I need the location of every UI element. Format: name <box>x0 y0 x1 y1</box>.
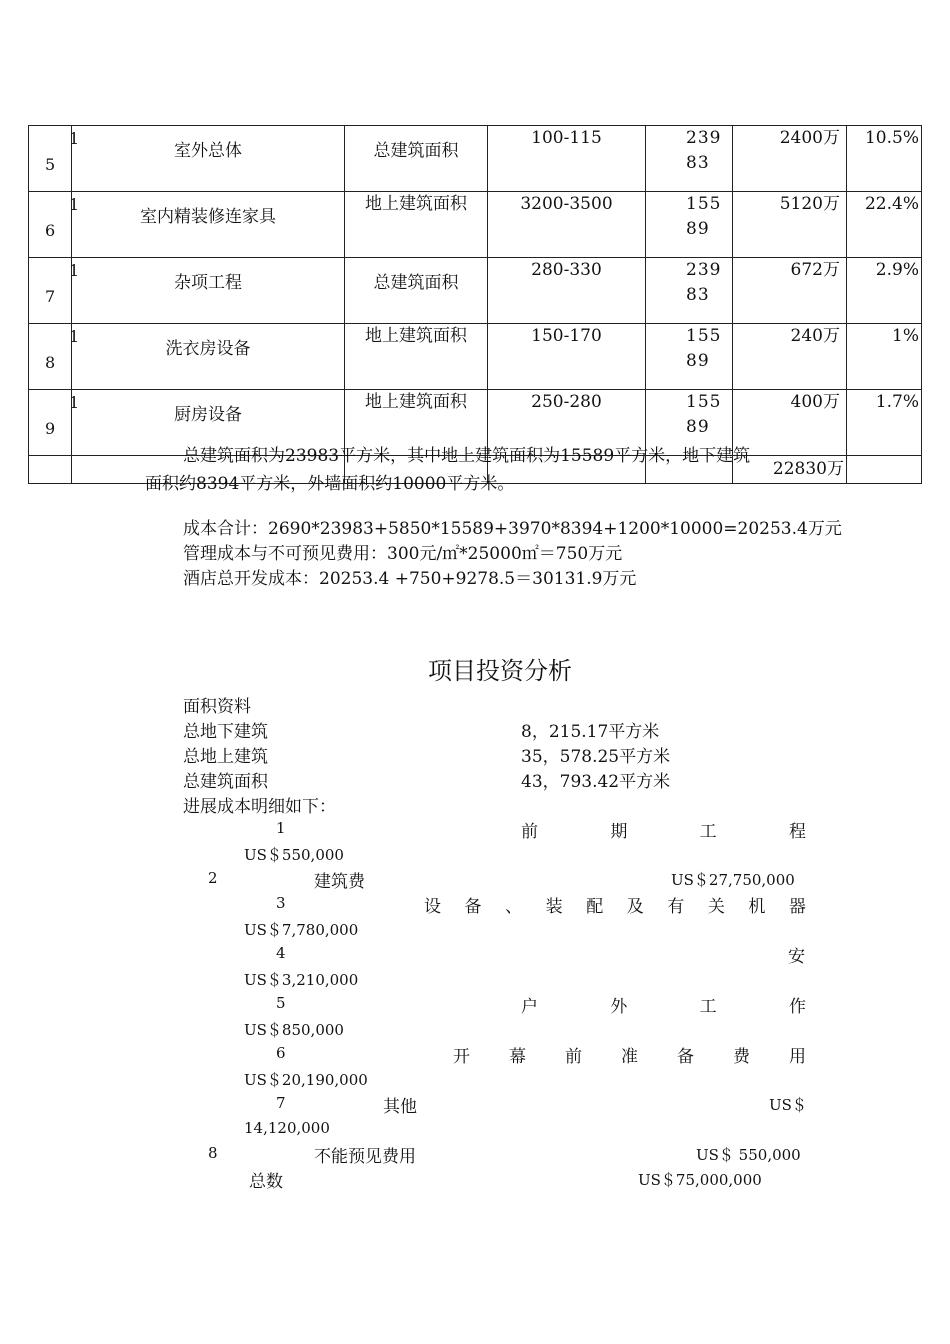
total-label: 总数 <box>249 1172 283 1192</box>
item-name-cell: 洗衣房设备 <box>72 324 345 390</box>
table-row <box>29 258 922 324</box>
row-number: 9 <box>45 419 56 438</box>
unit-price-cell: 280-330 <box>488 258 646 324</box>
item-name-cell: 杂项工程 <box>72 258 345 324</box>
label-char: 期 <box>610 822 628 842</box>
label-char: 幕 <box>509 1047 526 1067</box>
cost-total-line: 成本合计：2690*23983+5850*15589+3970*8394+1200*10000=20253.4万元 <box>183 519 842 539</box>
label-char: 用 <box>789 1047 806 1067</box>
area-value-aboveground: 35，578.25平方米 <box>521 747 671 767</box>
basis-text: 地上建筑面积 <box>365 194 467 214</box>
label-char: 配 <box>586 897 604 917</box>
area-value-total: 43，793.42平方米 <box>521 772 671 792</box>
label-char: 工 <box>699 822 717 842</box>
label-char: 设 <box>424 897 441 917</box>
percent-cell: 1.7% <box>847 390 922 456</box>
label-char: 户 <box>521 997 538 1017</box>
label-char: 装 <box>545 897 563 917</box>
basis-text: 总建筑面积 <box>373 273 459 293</box>
section-title: 项目投资分析 <box>428 657 572 685</box>
item-name-cell: 室外总体 <box>72 126 345 192</box>
item-value: 14,120,000 <box>244 1119 330 1137</box>
row-number: 5 <box>45 155 56 174</box>
basis-cell <box>345 192 488 258</box>
item-label: 建筑费 <box>314 872 365 892</box>
row-number-cell <box>29 126 80 192</box>
area-summary-paragraph <box>145 442 810 498</box>
area-cell: 15589 <box>646 390 733 456</box>
item-value: US＄27,750,000 <box>671 871 795 889</box>
area-cell: 23983 <box>646 126 733 192</box>
area-value-underground: 8，215.17平方米 <box>521 722 660 742</box>
total-value: US＄75,000,000 <box>638 1171 762 1189</box>
total-amount-cell: 22830万 <box>733 456 847 484</box>
management-cost-line: 管理成本与不可预见费用：300元/㎡*25000㎡＝750万元 <box>183 544 623 564</box>
unit-price-cell: 3200-3500 <box>488 192 646 258</box>
empty-cell <box>847 456 922 484</box>
label-char: 程 <box>788 822 806 842</box>
hotel-total-cost-line: 酒店总开发成本：20253.4 +750+9278.5＝30131.9万元 <box>183 569 637 589</box>
row-prefix: 1 <box>69 393 80 412</box>
item-value: US＄550,000 <box>244 846 344 864</box>
label-char: 备 <box>677 1047 694 1067</box>
percent-cell: 1% <box>847 324 922 390</box>
item-label-spread <box>424 892 806 917</box>
label-char: 及 <box>626 897 644 917</box>
item-number: 6 <box>276 1044 286 1062</box>
item-value: US＄20,190,000 <box>244 1071 368 1089</box>
basis-text: 地上建筑面积 <box>365 326 467 346</box>
item-label: 不能预见费用 <box>314 1147 416 1167</box>
row-number-cell <box>29 324 80 390</box>
amount-cell: 5120万 <box>733 192 847 258</box>
item-label-spread <box>521 992 806 1017</box>
item-number: 1 <box>276 819 286 837</box>
percent-cell: 2.9% <box>847 258 922 324</box>
cost-summary <box>183 517 842 592</box>
row-prefix: 1 <box>69 327 80 346</box>
row-number-cell <box>29 258 80 324</box>
label-char: 备 <box>464 897 482 917</box>
label-char: 器 <box>788 897 806 917</box>
item-value: US＄ 550,000 <box>696 1146 801 1164</box>
label-char: 工 <box>699 997 717 1017</box>
detail-heading: 进展成本明细如下： <box>183 797 336 817</box>
row-number-cell <box>29 192 80 258</box>
row-prefix: 1 <box>69 129 80 148</box>
row-prefix: 1 <box>69 261 80 280</box>
table-row <box>29 126 922 192</box>
item-number: 7 <box>276 1094 286 1112</box>
empty-cell <box>29 456 72 484</box>
percent-cell: 22.4% <box>847 192 922 258</box>
amount-cell: 240万 <box>733 324 847 390</box>
row-number: 6 <box>45 221 56 240</box>
label-char: 准 <box>621 1047 638 1067</box>
item-value-prefix: US＄ <box>769 1096 807 1114</box>
cost-table <box>28 125 922 484</box>
area-label-total: 总建筑面积 <box>183 772 268 792</box>
label-char: 关 <box>707 897 725 917</box>
amount-cell: 672万 <box>733 258 847 324</box>
area-cell: 23983 <box>646 258 733 324</box>
table-row <box>29 192 922 258</box>
item-value: US＄3,210,000 <box>244 971 359 989</box>
unit-price-cell: 150-170 <box>488 324 646 390</box>
unit-price-cell: 250-280 <box>488 390 646 456</box>
unit-price-cell: 100-115 <box>488 126 646 192</box>
amount-cell: 2400万 <box>733 126 847 192</box>
row-number-cell <box>29 390 80 456</box>
item-number: 8 <box>208 1144 218 1162</box>
label-char: 有 <box>667 897 685 917</box>
label-char: 前 <box>521 822 538 842</box>
item-label: 安 <box>788 947 805 967</box>
row-number: 7 <box>45 287 56 306</box>
item-value: US＄7,780,000 <box>244 921 359 939</box>
area-summary-line-1: 总建筑面积为23983平方米，其中地上建筑面积为15589平方米，地下建筑 <box>183 446 751 466</box>
label-char: 费 <box>733 1047 750 1067</box>
area-cell: 15589 <box>646 324 733 390</box>
item-number: 5 <box>276 994 286 1012</box>
label-char: 作 <box>788 997 806 1017</box>
table-row <box>29 324 922 390</box>
label-char: 外 <box>610 997 628 1017</box>
basis-text: 总建筑面积 <box>373 141 459 161</box>
label-char: 机 <box>748 897 766 917</box>
item-name-cell: 室内精装修连家具 <box>72 192 345 258</box>
item-label-spread <box>521 817 806 842</box>
basis-cell <box>345 324 488 390</box>
item-label: 其他 <box>383 1097 417 1117</box>
percent-cell: 10.5% <box>847 126 922 192</box>
area-label-underground: 总地下建筑 <box>183 722 268 742</box>
item-label-spread <box>453 1042 806 1067</box>
basis-cell <box>345 126 488 192</box>
label-char: 开 <box>453 1047 470 1067</box>
amount-cell: 400万 <box>733 390 847 456</box>
area-cell: 15589 <box>646 192 733 258</box>
item-number: 3 <box>276 894 286 912</box>
row-prefix: 1 <box>69 195 80 214</box>
item-name-cell: 厨房设备 <box>72 390 345 456</box>
item-value: US＄850,000 <box>244 1021 344 1039</box>
area-heading: 面积资料 <box>183 697 251 717</box>
basis-cell <box>345 258 488 324</box>
basis-text: 地上建筑面积 <box>365 392 467 412</box>
row-number: 8 <box>45 353 56 372</box>
label-char: 前 <box>565 1047 582 1067</box>
label-char: 、 <box>505 897 523 917</box>
area-label-aboveground: 总地上建筑 <box>183 747 268 767</box>
area-summary-line-2: 面积约8394平方米，外墙面积约10000平方米。 <box>145 474 515 494</box>
item-number: 2 <box>208 869 218 887</box>
item-number: 4 <box>276 944 286 962</box>
